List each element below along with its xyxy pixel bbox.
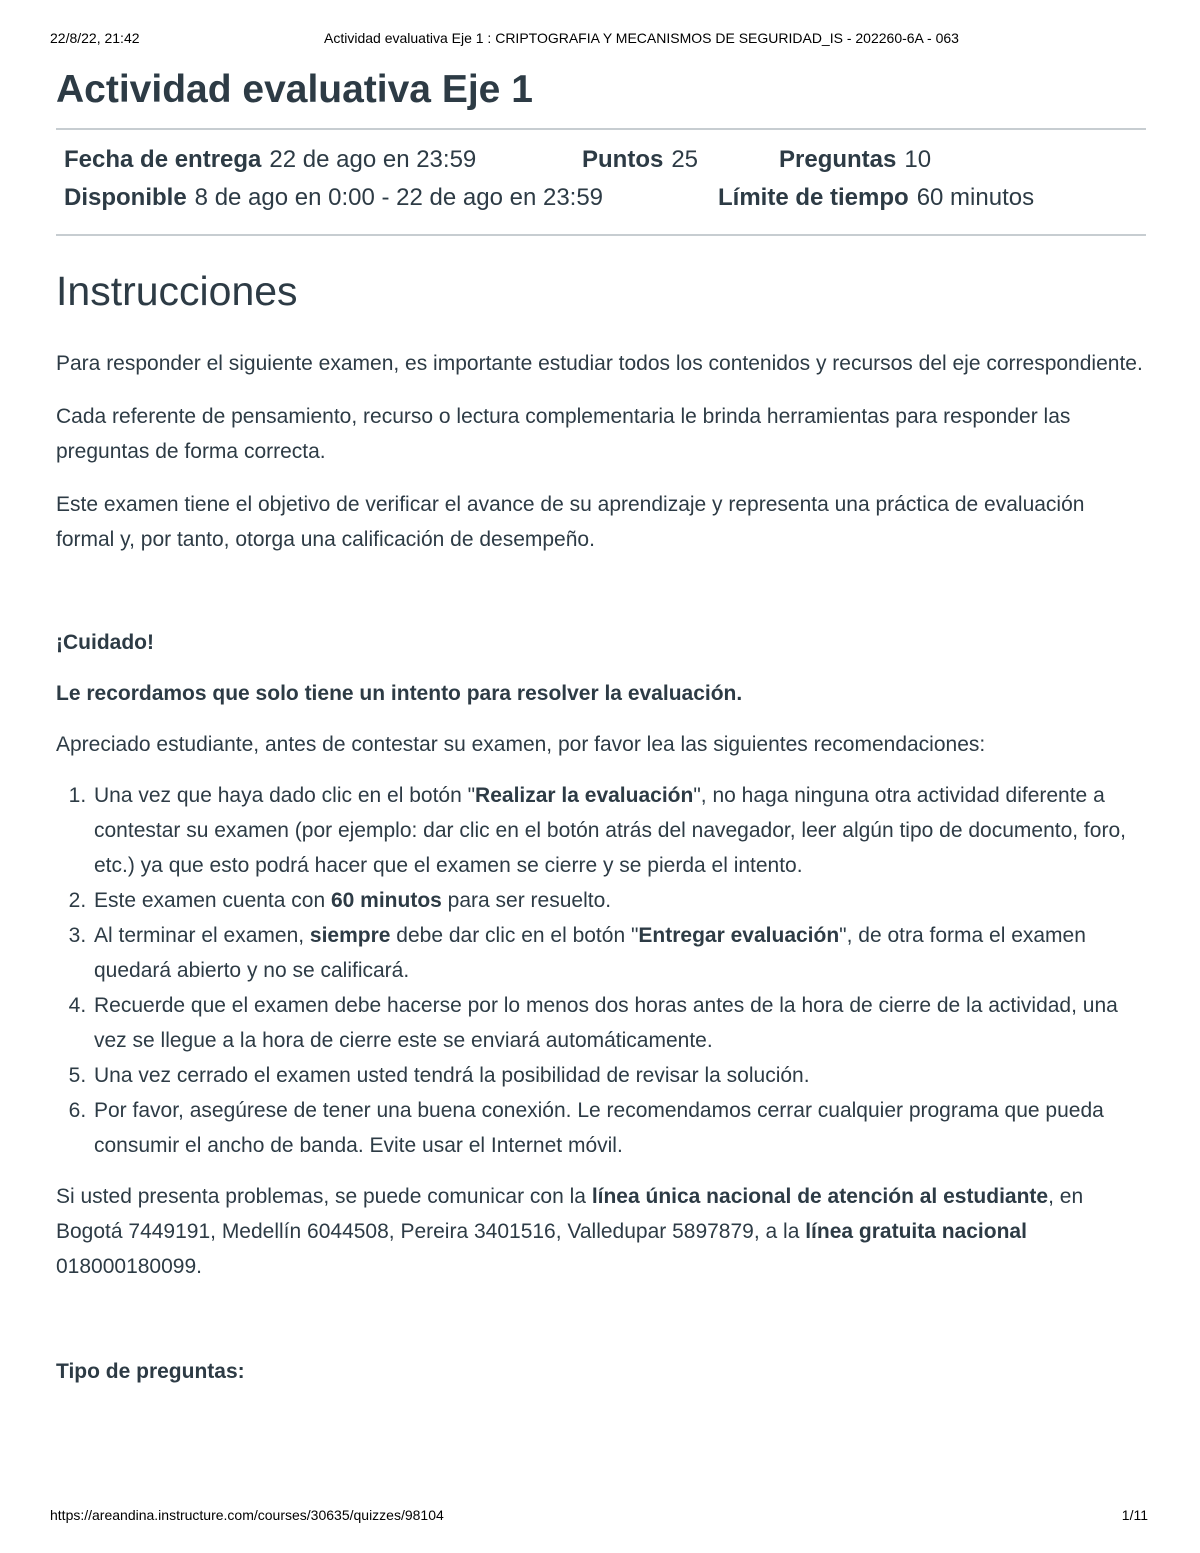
support-emphasis: línea única nacional de atención al estudiante bbox=[591, 1185, 1049, 1208]
attempt-reminder: Le recordamos que solo tiene un intento para resolver la evaluación. bbox=[56, 682, 743, 705]
list-item-text: ", de otra forma el examen quedará abierto y no se calificará. bbox=[94, 924, 1086, 982]
list-item-emphasis: 60 minutos bbox=[330, 889, 442, 912]
instructions-paragraph-3: Este examen tiene el objetivo de verificar el avance de su aprendizaje y representa una práctica de evaluación formal y, por tanto, otorga una calificación de desempeño. bbox=[56, 493, 1085, 551]
print-footer bbox=[50, 1507, 1148, 1527]
list-item-text: Una vez cerrado el examen usted tendrá la posibilidad de revisar la solución. bbox=[94, 1064, 810, 1087]
print-header bbox=[50, 30, 1150, 50]
support-paragraph bbox=[56, 1179, 1146, 1284]
quiz-details-row-2 bbox=[64, 184, 1144, 222]
question-types-heading: Tipo de preguntas: bbox=[56, 1360, 245, 1383]
availability bbox=[64, 184, 603, 212]
instructions-heading: Instrucciones bbox=[56, 268, 298, 314]
instructions-paragraph-2: Cada referente de pensamiento, recurso o lectura complementaria le brinda herramientas para responder las preguntas de forma correcta. bbox=[56, 405, 1071, 463]
instructions-body bbox=[56, 346, 1146, 1407]
questions bbox=[779, 146, 931, 174]
list-item-emphasis: Realizar la evaluación bbox=[475, 784, 694, 807]
print-date: 22/8/22, 21:42 bbox=[50, 30, 140, 46]
list-item-emphasis: Entregar evaluación bbox=[638, 924, 840, 947]
quiz-details-row-1 bbox=[64, 146, 1144, 184]
list-item bbox=[92, 1058, 1146, 1093]
recommendations-list bbox=[56, 778, 1146, 1163]
time-limit-label: Límite de tiempo bbox=[718, 184, 909, 211]
support-text: 018000180099. bbox=[56, 1255, 202, 1278]
list-item-emphasis: siempre bbox=[309, 924, 391, 947]
list-item bbox=[92, 778, 1146, 883]
list-item bbox=[92, 918, 1146, 988]
points-label: Puntos bbox=[582, 146, 664, 173]
warning-text: ¡Cuidado! bbox=[56, 631, 154, 654]
list-item-text: Recuerde que el examen debe hacerse por lo menos dos horas antes de la hora de cierre de la actividad, una vez se llegue a la hora de cierre este se enviará automáticamente. bbox=[94, 994, 1118, 1052]
list-item bbox=[92, 883, 1146, 918]
questions-value: 10 bbox=[904, 146, 932, 173]
list-item-text: Al terminar el examen, bbox=[94, 924, 310, 947]
support-text: Si usted presenta problemas, se puede comunicar con la bbox=[56, 1185, 592, 1208]
availability-value: 8 de ago en 0:00 - 22 de ago en 23:59 bbox=[194, 184, 604, 211]
list-item-text: para ser resuelto. bbox=[441, 889, 612, 912]
divider-top bbox=[56, 128, 1146, 130]
support-emphasis: línea gratuita nacional bbox=[805, 1220, 1027, 1243]
time-limit bbox=[718, 184, 1034, 212]
spacer bbox=[56, 1302, 1146, 1354]
list-item bbox=[92, 988, 1146, 1058]
due-date bbox=[64, 146, 476, 174]
time-limit-value: 60 minutos bbox=[916, 184, 1035, 211]
page-title: Actividad evaluativa Eje 1 bbox=[56, 68, 533, 111]
list-item bbox=[92, 1093, 1146, 1163]
divider-bottom bbox=[56, 234, 1146, 236]
quiz-details bbox=[64, 146, 1144, 222]
instructions-paragraph-1: Para responder el siguiente examen, es importante estudiar todos los contenidos y recursos del eje correspondiente. bbox=[56, 352, 1143, 375]
availability-label: Disponible bbox=[64, 184, 187, 211]
list-item-text: debe dar clic en el botón " bbox=[390, 924, 639, 947]
support-text: , en Bogotá 7449191, Medellín 6044508, Pereira 3401516, Valledupar 5897879, a la bbox=[56, 1185, 1084, 1243]
print-url: https://areandina.instructure.com/courses/30635/quizzes/98104 bbox=[50, 1507, 444, 1523]
page-counter: 1/11 bbox=[1121, 1507, 1148, 1523]
list-item-text: Una vez que haya dado clic en el botón " bbox=[94, 784, 476, 807]
points-value: 25 bbox=[671, 146, 699, 173]
points bbox=[582, 146, 698, 174]
recommendations-intro: Apreciado estudiante, antes de contestar su examen, por favor lea las siguientes recomendaciones: bbox=[56, 733, 986, 756]
questions-label: Preguntas bbox=[779, 146, 897, 173]
due-date-value: 22 de ago en 23:59 bbox=[269, 146, 477, 173]
list-item-text: ", no haga ninguna otra actividad diferente a contestar su examen (por ejemplo: dar clic en el botón atrás del navegador, leer algún tipo de documento, foro, etc.) ya que esto podrá hacer que el examen se cierre y se pierda el intento. bbox=[94, 784, 1126, 877]
quiz-content bbox=[56, 66, 1146, 1383]
spacer bbox=[56, 575, 1146, 625]
list-item-text: Por favor, asegúrese de tener una buena conexión. Le recomendamos cerrar cualquier programa que pueda consumir el ancho de banda. Evite usar el Internet móvil. bbox=[94, 1099, 1104, 1157]
list-item-text: Este examen cuenta con bbox=[94, 889, 331, 912]
due-date-label: Fecha de entrega bbox=[64, 146, 262, 173]
print-document-title: Actividad evaluativa Eje 1 : CRIPTOGRAFIA Y MECANISMOS DE SEGURIDAD_IS - 202260-6A - 063 bbox=[324, 30, 959, 46]
